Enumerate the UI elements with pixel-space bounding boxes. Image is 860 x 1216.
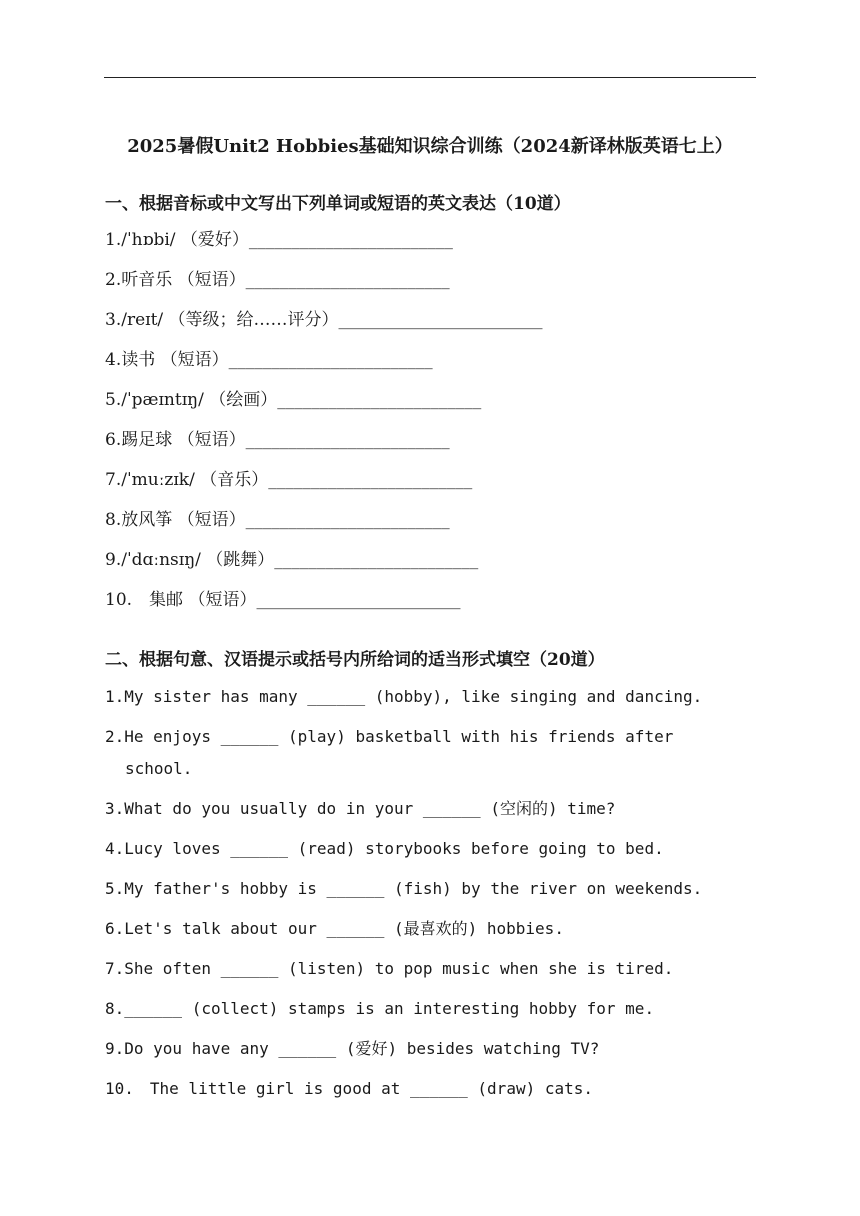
section2-item-2: 2.He enjoys ______ (play) basketball with his friends after (105, 727, 674, 746)
section2-item-10: 10. The little girl is good at ______ (draw) cats. (105, 1079, 594, 1098)
section1-item-5: 5./ˈpæɪntɪŋ/ （绘画）________________________ (105, 390, 482, 410)
section2-heading: 二、根据句意、汉语提示或括号内所给词的适当形式填空（20道） (105, 650, 605, 670)
section1-item-8: 8.放风筝 （短语）________________________ (105, 510, 450, 530)
section2-item-6: 6.Let's talk about our ______ (最喜欢的) hobbies. (105, 919, 564, 938)
section1-item-6: 6.踢足球 （短语）________________________ (105, 430, 450, 450)
section2-item-5: 5.My father's hobby is ______ (fish) by the river on weekends. (105, 879, 703, 898)
section2-item-9: 9.Do you have any ______ (爱好) besides watching TV? (105, 1039, 600, 1058)
section1-item-3: 3./reɪt/ （等级；给……评分）________________________ (105, 310, 543, 330)
document-title: 2025暑假Unit2 Hobbies基础知识综合训练（2024新译林版英语七上） (127, 136, 733, 157)
section2-item-4: 4.Lucy loves ______ (read) storybooks before going to bed. (105, 839, 664, 858)
section2-item-8: 8.______ (collect) stamps is an interesting hobby for me. (105, 999, 655, 1018)
section2-item-3: 3.What do you usually do in your ______ (空闲的) time? (105, 799, 616, 818)
section1-item-4: 4.读书 （短语）________________________ (105, 350, 433, 370)
section1-item-7: 7./ˈmuːzɪk/ （音乐）________________________ (105, 470, 473, 490)
section1-item-2: 2.听音乐 （短语）________________________ (105, 270, 450, 290)
section1-item-10: 10. 集邮 （短语）________________________ (105, 590, 461, 610)
header-rule (104, 77, 756, 78)
section1-item-1: 1./ˈhɒbi/ （爱好）________________________ (105, 230, 453, 250)
section1-heading: 一、根据音标或中文写出下列单词或短语的英文表达（10道） (105, 194, 571, 214)
section2-item-7: 7.She often ______ (listen) to pop music when she is tired. (105, 959, 674, 978)
section2-item-1: 1.My sister has many ______ (hobby), like singing and dancing. (105, 687, 703, 706)
section1-item-9: 9./ˈdɑːnsɪŋ/ （跳舞）________________________ (105, 550, 479, 570)
section2-item-2-continuation: school. (125, 759, 193, 778)
